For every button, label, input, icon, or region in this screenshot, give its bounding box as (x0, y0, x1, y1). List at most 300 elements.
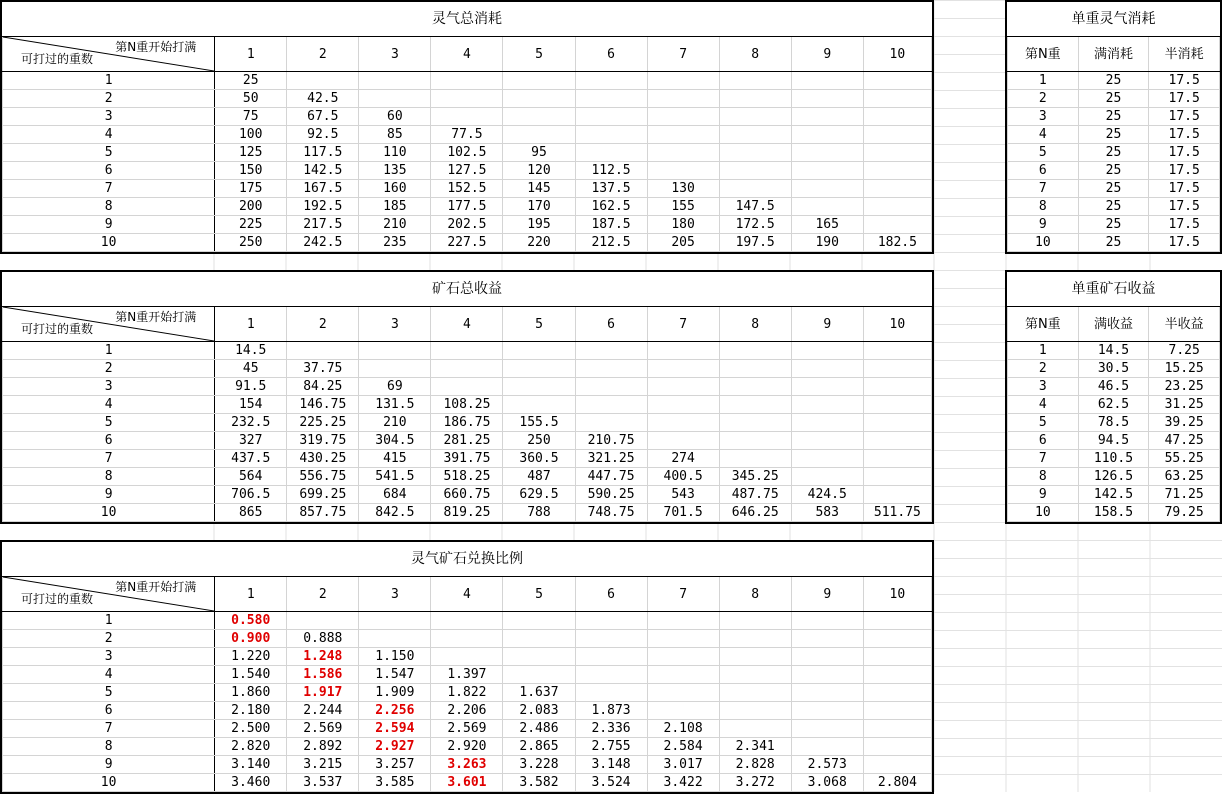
table-cell (503, 126, 575, 144)
row-label: 1 (3, 72, 215, 90)
highlighted-cell: 1.586 (287, 666, 359, 684)
table-cell (503, 612, 575, 630)
table-cell (863, 90, 931, 108)
table-cell (503, 648, 575, 666)
table-cell (503, 90, 575, 108)
spirit-total-cost-table (0, 0, 934, 254)
table-cell: 150 (215, 162, 287, 180)
table-cell: 210 (359, 216, 431, 234)
spirit-ore-exchange-ratio-table (0, 540, 934, 794)
table-cell: 511.75 (863, 504, 931, 522)
table-row (3, 396, 932, 414)
table-cell: 327 (215, 432, 287, 450)
table-cell (719, 108, 791, 126)
table-cell: 95 (503, 144, 575, 162)
table-cell: 25 (1078, 180, 1149, 198)
table-cell: 2.108 (647, 720, 719, 738)
table-cell: 857.75 (287, 504, 359, 522)
table-cell (791, 378, 863, 396)
table-cell: 3.460 (215, 774, 287, 792)
table-cell: 2.804 (863, 774, 931, 792)
table-cell: 108.25 (431, 396, 503, 414)
corner-row-caption: 可打过的重数 (21, 52, 94, 66)
table-cell: 400.5 (647, 468, 719, 486)
table-cell: 75 (215, 108, 287, 126)
table-cell: 25 (1078, 108, 1149, 126)
column-header: 8 (719, 37, 791, 72)
table-cell: 77.5 (431, 126, 503, 144)
table-cell (719, 612, 791, 630)
table-cell: 25 (1078, 144, 1149, 162)
table-cell: 50 (215, 90, 287, 108)
table-cell: 23.25 (1149, 378, 1220, 396)
diagonal-corner-header (3, 307, 215, 342)
row-label: 10 (3, 234, 215, 252)
table-cell (431, 612, 503, 630)
column-header: 满收益 (1078, 307, 1149, 342)
column-header: 2 (287, 577, 359, 612)
table-cell (863, 612, 931, 630)
table-row (1008, 396, 1220, 414)
table-cell: 167.5 (287, 180, 359, 198)
table-cell (863, 468, 931, 486)
column-header: 9 (791, 307, 863, 342)
table-cell (863, 702, 931, 720)
table-cell: 3.148 (575, 756, 647, 774)
table-cell: 110.5 (1078, 450, 1149, 468)
table-cell (359, 342, 431, 360)
table-cell (647, 342, 719, 360)
table-row (3, 720, 932, 738)
table-cell: 6 (1008, 432, 1079, 450)
table-cell: 55.25 (1149, 450, 1220, 468)
table-cell (503, 108, 575, 126)
table-row (3, 684, 932, 702)
table-cell: 2.865 (503, 738, 575, 756)
table-cell (863, 486, 931, 504)
table-cell: 46.5 (1078, 378, 1149, 396)
column-header: 2 (287, 307, 359, 342)
table-row (1008, 234, 1220, 252)
table-cell: 25 (215, 72, 287, 90)
table-cell (863, 216, 931, 234)
table-cell (719, 180, 791, 198)
table-cell: 3.228 (503, 756, 575, 774)
table-cell: 42.5 (287, 90, 359, 108)
table-cell: 424.5 (791, 486, 863, 504)
table-cell (791, 720, 863, 738)
table-cell (575, 144, 647, 162)
table-cell: 1 (1008, 72, 1079, 90)
table-cell (719, 72, 791, 90)
table-cell (431, 360, 503, 378)
table-cell: 60 (359, 108, 431, 126)
table-cell: 30.5 (1078, 360, 1149, 378)
table-cell: 447.75 (575, 468, 647, 486)
table-cell: 8 (1008, 198, 1079, 216)
table-cell: 62.5 (1078, 396, 1149, 414)
table-cell (791, 414, 863, 432)
table-cell: 541.5 (359, 468, 431, 486)
table-cell (791, 162, 863, 180)
column-header: 1 (215, 37, 287, 72)
table-cell: 2.486 (503, 720, 575, 738)
table-cell: 69 (359, 378, 431, 396)
table-cell (719, 396, 791, 414)
table-cell: 2.180 (215, 702, 287, 720)
table-cell (431, 378, 503, 396)
table-cell (431, 342, 503, 360)
table-row (1008, 414, 1220, 432)
table-cell: 126.5 (1078, 468, 1149, 486)
row-label: 9 (3, 486, 215, 504)
table-cell (503, 378, 575, 396)
table-row (3, 756, 932, 774)
highlighted-cell: 2.594 (359, 720, 431, 738)
table-cell (863, 432, 931, 450)
table-cell: 205 (647, 234, 719, 252)
row-label: 7 (3, 720, 215, 738)
table-title: 单重灵气消耗 (1008, 2, 1220, 37)
table-cell: 4 (1008, 126, 1079, 144)
table-cell: 430.25 (287, 450, 359, 468)
table-cell (719, 666, 791, 684)
table-cell (287, 612, 359, 630)
table-cell: 9 (1008, 486, 1079, 504)
table-cell: 281.25 (431, 432, 503, 450)
table-cell: 177.5 (431, 198, 503, 216)
column-header: 3 (359, 577, 431, 612)
table-cell (863, 108, 931, 126)
table-cell: 3.582 (503, 774, 575, 792)
table-cell (719, 126, 791, 144)
table-cell (791, 468, 863, 486)
table-cell: 437.5 (215, 450, 287, 468)
table-cell: 192.5 (287, 198, 359, 216)
table-row (3, 450, 932, 468)
table-cell (791, 432, 863, 450)
table-row (3, 378, 932, 396)
table-cell (863, 378, 931, 396)
table-cell: 10 (1008, 234, 1079, 252)
table-cell: 142.5 (1078, 486, 1149, 504)
table-cell: 699.25 (287, 486, 359, 504)
table-row (3, 504, 932, 522)
table-cell (791, 90, 863, 108)
highlighted-cell: 0.900 (215, 630, 287, 648)
table-cell: 3.257 (359, 756, 431, 774)
diagonal-corner-header (3, 37, 215, 72)
row-label: 2 (3, 90, 215, 108)
table-row (3, 612, 932, 630)
table-cell (863, 684, 931, 702)
table-cell (719, 702, 791, 720)
highlighted-cell: 3.601 (431, 774, 503, 792)
highlighted-cell: 1.917 (287, 684, 359, 702)
table-cell: 17.5 (1149, 108, 1220, 126)
highlighted-cell: 2.927 (359, 738, 431, 756)
table-cell: 217.5 (287, 216, 359, 234)
table-cell: 2.569 (431, 720, 503, 738)
table-title: 单重矿石收益 (1008, 272, 1220, 307)
table-cell: 684 (359, 486, 431, 504)
table-cell (863, 72, 931, 90)
row-label: 5 (3, 684, 215, 702)
table-cell: 195 (503, 216, 575, 234)
table-cell (503, 630, 575, 648)
table-cell: 185 (359, 198, 431, 216)
row-label: 10 (3, 774, 215, 792)
table-cell: 127.5 (431, 162, 503, 180)
table-cell (431, 108, 503, 126)
table-cell (863, 666, 931, 684)
table-row (1008, 468, 1220, 486)
table-cell: 242.5 (287, 234, 359, 252)
row-label: 4 (3, 666, 215, 684)
table-cell: 91.5 (215, 378, 287, 396)
table-cell: 232.5 (215, 414, 287, 432)
table-cell: 3.272 (719, 774, 791, 792)
table-cell: 1.860 (215, 684, 287, 702)
table-cell: 152.5 (431, 180, 503, 198)
table-cell: 155 (647, 198, 719, 216)
table-cell (863, 144, 931, 162)
table-cell (503, 360, 575, 378)
table-cell (863, 360, 931, 378)
table-cell (791, 72, 863, 90)
table-cell (503, 72, 575, 90)
table-cell (359, 612, 431, 630)
column-header: 4 (431, 577, 503, 612)
table-cell (719, 162, 791, 180)
table-cell: 25 (1078, 198, 1149, 216)
table-cell (863, 126, 931, 144)
table-cell: 3.068 (791, 774, 863, 792)
table-cell: 165 (791, 216, 863, 234)
table-cell: 154 (215, 396, 287, 414)
table-cell (863, 630, 931, 648)
table-cell: 274 (647, 450, 719, 468)
table-cell (359, 630, 431, 648)
table-cell: 212.5 (575, 234, 647, 252)
table-cell (863, 342, 931, 360)
row-label: 5 (3, 414, 215, 432)
table-cell (575, 414, 647, 432)
column-header: 7 (647, 37, 719, 72)
table-cell: 17.5 (1149, 90, 1220, 108)
table-title: 灵气矿石兑换比例 (3, 542, 932, 577)
table-row (3, 90, 932, 108)
table-cell (647, 414, 719, 432)
table-cell: 84.25 (287, 378, 359, 396)
table-cell: 17.5 (1149, 216, 1220, 234)
table-cell: 7.25 (1149, 342, 1220, 360)
table-cell: 210.75 (575, 432, 647, 450)
table-cell: 1.909 (359, 684, 431, 702)
table-cell: 5 (1008, 144, 1079, 162)
table-cell: 25 (1078, 72, 1149, 90)
column-header: 第N重 (1008, 37, 1079, 72)
table-cell: 110 (359, 144, 431, 162)
table-cell (575, 630, 647, 648)
table-cell: 202.5 (431, 216, 503, 234)
table-row (1008, 108, 1220, 126)
table-cell: 819.25 (431, 504, 503, 522)
row-label: 10 (3, 504, 215, 522)
table-cell: 748.75 (575, 504, 647, 522)
row-label: 4 (3, 126, 215, 144)
column-header: 2 (287, 37, 359, 72)
table-cell (791, 738, 863, 756)
column-header: 4 (431, 37, 503, 72)
table-cell (575, 396, 647, 414)
table-cell (431, 648, 503, 666)
column-header: 5 (503, 307, 575, 342)
table-cell (287, 72, 359, 90)
table-cell (791, 180, 863, 198)
table-cell: 14.5 (215, 342, 287, 360)
table-cell: 17.5 (1149, 198, 1220, 216)
column-header: 1 (215, 577, 287, 612)
table-row (3, 234, 932, 252)
row-label: 1 (3, 612, 215, 630)
table-cell: 200 (215, 198, 287, 216)
table-cell: 543 (647, 486, 719, 504)
row-label: 8 (3, 468, 215, 486)
table-cell: 25 (1078, 234, 1149, 252)
table-cell (575, 612, 647, 630)
table-cell: 2.920 (431, 738, 503, 756)
table-cell: 155.5 (503, 414, 575, 432)
column-header: 6 (575, 307, 647, 342)
table-cell: 17.5 (1149, 72, 1220, 90)
table-cell: 186.75 (431, 414, 503, 432)
table-cell: 1.150 (359, 648, 431, 666)
column-header: 1 (215, 307, 287, 342)
table-row (1008, 72, 1220, 90)
table-cell (575, 684, 647, 702)
table-cell (791, 630, 863, 648)
table-row (3, 738, 932, 756)
table-cell: 190 (791, 234, 863, 252)
highlighted-cell: 3.263 (431, 756, 503, 774)
table-row (3, 72, 932, 90)
table-cell: 158.5 (1078, 504, 1149, 522)
table-cell: 6 (1008, 162, 1079, 180)
table-cell: 2.336 (575, 720, 647, 738)
table-cell (575, 648, 647, 666)
table-cell: 25 (1078, 162, 1149, 180)
table-cell (719, 144, 791, 162)
column-header: 半收益 (1149, 307, 1220, 342)
row-label: 9 (3, 756, 215, 774)
table-cell: 225.25 (287, 414, 359, 432)
table-cell: 7 (1008, 450, 1079, 468)
table-row (1008, 378, 1220, 396)
table-cell: 3.422 (647, 774, 719, 792)
table-cell: 2 (1008, 360, 1079, 378)
table-cell: 31.25 (1149, 396, 1220, 414)
table-row (1008, 162, 1220, 180)
table-cell (647, 162, 719, 180)
table-cell (647, 630, 719, 648)
table-cell: 2.206 (431, 702, 503, 720)
row-label: 7 (3, 450, 215, 468)
table-cell: 345.25 (719, 468, 791, 486)
table-cell: 556.75 (287, 468, 359, 486)
table-cell: 1.397 (431, 666, 503, 684)
ore-total-income-table (0, 270, 934, 524)
table-row (1008, 342, 1220, 360)
table-cell: 10 (1008, 504, 1079, 522)
table-cell: 17.5 (1149, 180, 1220, 198)
table-row (3, 414, 932, 432)
table-cell (791, 450, 863, 468)
table-cell (647, 108, 719, 126)
table-cell: 2.500 (215, 720, 287, 738)
table-row (3, 648, 932, 666)
table-cell: 120 (503, 162, 575, 180)
table-cell: 227.5 (431, 234, 503, 252)
table-cell (719, 450, 791, 468)
table-row (1008, 216, 1220, 234)
table-cell (647, 684, 719, 702)
table-cell: 3.215 (287, 756, 359, 774)
table-row (3, 126, 932, 144)
table-cell (719, 90, 791, 108)
table-row (1008, 450, 1220, 468)
table-cell (791, 684, 863, 702)
column-header: 半消耗 (1149, 37, 1220, 72)
row-label: 5 (3, 144, 215, 162)
table-cell: 3 (1008, 108, 1079, 126)
table-cell: 175 (215, 180, 287, 198)
column-header: 满消耗 (1078, 37, 1149, 72)
table-cell (863, 396, 931, 414)
table-cell (791, 126, 863, 144)
row-label: 6 (3, 162, 215, 180)
table-cell (575, 378, 647, 396)
row-label: 3 (3, 108, 215, 126)
table-cell: 788 (503, 504, 575, 522)
table-cell (791, 342, 863, 360)
table-row (1008, 126, 1220, 144)
table-row (3, 108, 932, 126)
table-row (3, 342, 932, 360)
table-cell (647, 702, 719, 720)
table-cell: 321.25 (575, 450, 647, 468)
table-cell (647, 72, 719, 90)
table-cell: 2.244 (287, 702, 359, 720)
table-cell: 8 (1008, 468, 1079, 486)
table-cell (863, 198, 931, 216)
table-row (3, 360, 932, 378)
highlighted-cell: 1.248 (287, 648, 359, 666)
table-cell: 1.540 (215, 666, 287, 684)
table-cell: 1.873 (575, 702, 647, 720)
column-header: 8 (719, 307, 791, 342)
table-cell: 25 (1078, 216, 1149, 234)
table-cell (791, 144, 863, 162)
table-row (3, 630, 932, 648)
table-cell: 2 (1008, 90, 1079, 108)
table-cell: 2.573 (791, 756, 863, 774)
table-cell: 180 (647, 216, 719, 234)
corner-row-caption: 可打过的重数 (21, 322, 94, 336)
table-cell: 172.5 (719, 216, 791, 234)
table-cell: 187.5 (575, 216, 647, 234)
table-cell (359, 360, 431, 378)
